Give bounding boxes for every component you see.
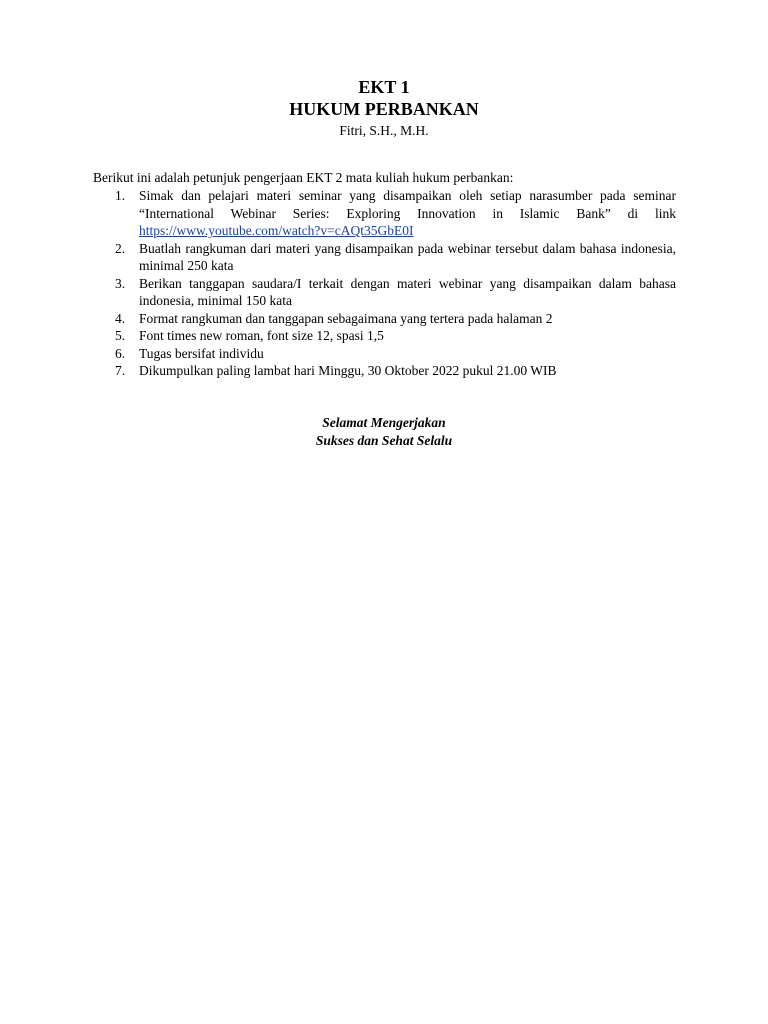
instruction-number: 2. xyxy=(115,240,126,256)
instruction-item xyxy=(93,345,676,363)
closing-message xyxy=(0,414,768,450)
instruction-number: 4. xyxy=(115,310,126,326)
instruction-item xyxy=(93,275,676,310)
instruction-item xyxy=(93,362,676,380)
instruction-number: 7. xyxy=(115,363,126,378)
instruction-number: 1. xyxy=(115,188,126,203)
instruction-text: Font times new roman, font size 12, spasi 1,5 xyxy=(139,328,384,343)
document-title-line2: HUKUM PERBANKAN xyxy=(289,99,479,119)
instruction-text: Buatlah rangkuman dari materi yang disampaikan pada webinar tersebut dalam bahasa indonesia, minimal 250 kata xyxy=(139,240,676,273)
instruction-item xyxy=(93,187,676,240)
instruction-text: Tugas bersifat individu xyxy=(139,345,264,361)
closing-line2: Sukses dan Sehat Selalu xyxy=(315,433,453,448)
document-header xyxy=(0,76,768,140)
instruction-list xyxy=(93,187,676,380)
document-title-line1: EKT 1 xyxy=(358,77,410,97)
instruction-item xyxy=(93,310,676,328)
closing-line1: Selamat Mengerjakan xyxy=(322,415,446,430)
instruction-number: 5. xyxy=(115,328,126,343)
instruction-number: 6. xyxy=(115,345,126,361)
intro-text: Berikut ini adalah petunjuk pengerjaan EKT 2 mata kuliah hukum perbankan: xyxy=(93,170,514,185)
instruction-item xyxy=(93,240,676,275)
instruction-text: Dikumpulkan paling lambat hari Minggu, 30 Oktober 2022 pukul 21.00 WIB xyxy=(139,363,557,378)
webinar-link[interactable]: https://www.youtube.com/watch?v=cAQt35GbE0I xyxy=(139,223,414,238)
instruction-text: Berikan tanggapan saudara/I terkait dengan materi webinar yang disampaikan dalam bahasa indonesia, minimal 150 kata xyxy=(139,275,676,308)
document-author: Fitri, S.H., M.H. xyxy=(339,123,429,138)
instruction-text: Format rangkuman dan tanggapan sebagaimana yang tertera pada halaman 2 xyxy=(139,310,553,326)
instruction-text: Simak dan pelajari materi seminar yang disampaikan oleh setiap narasumber pada seminar “International Webinar Series: Exploring Innovation in Islamic Bank” di link xyxy=(139,188,676,221)
instruction-number: 3. xyxy=(115,275,126,291)
instruction-item xyxy=(93,327,676,345)
